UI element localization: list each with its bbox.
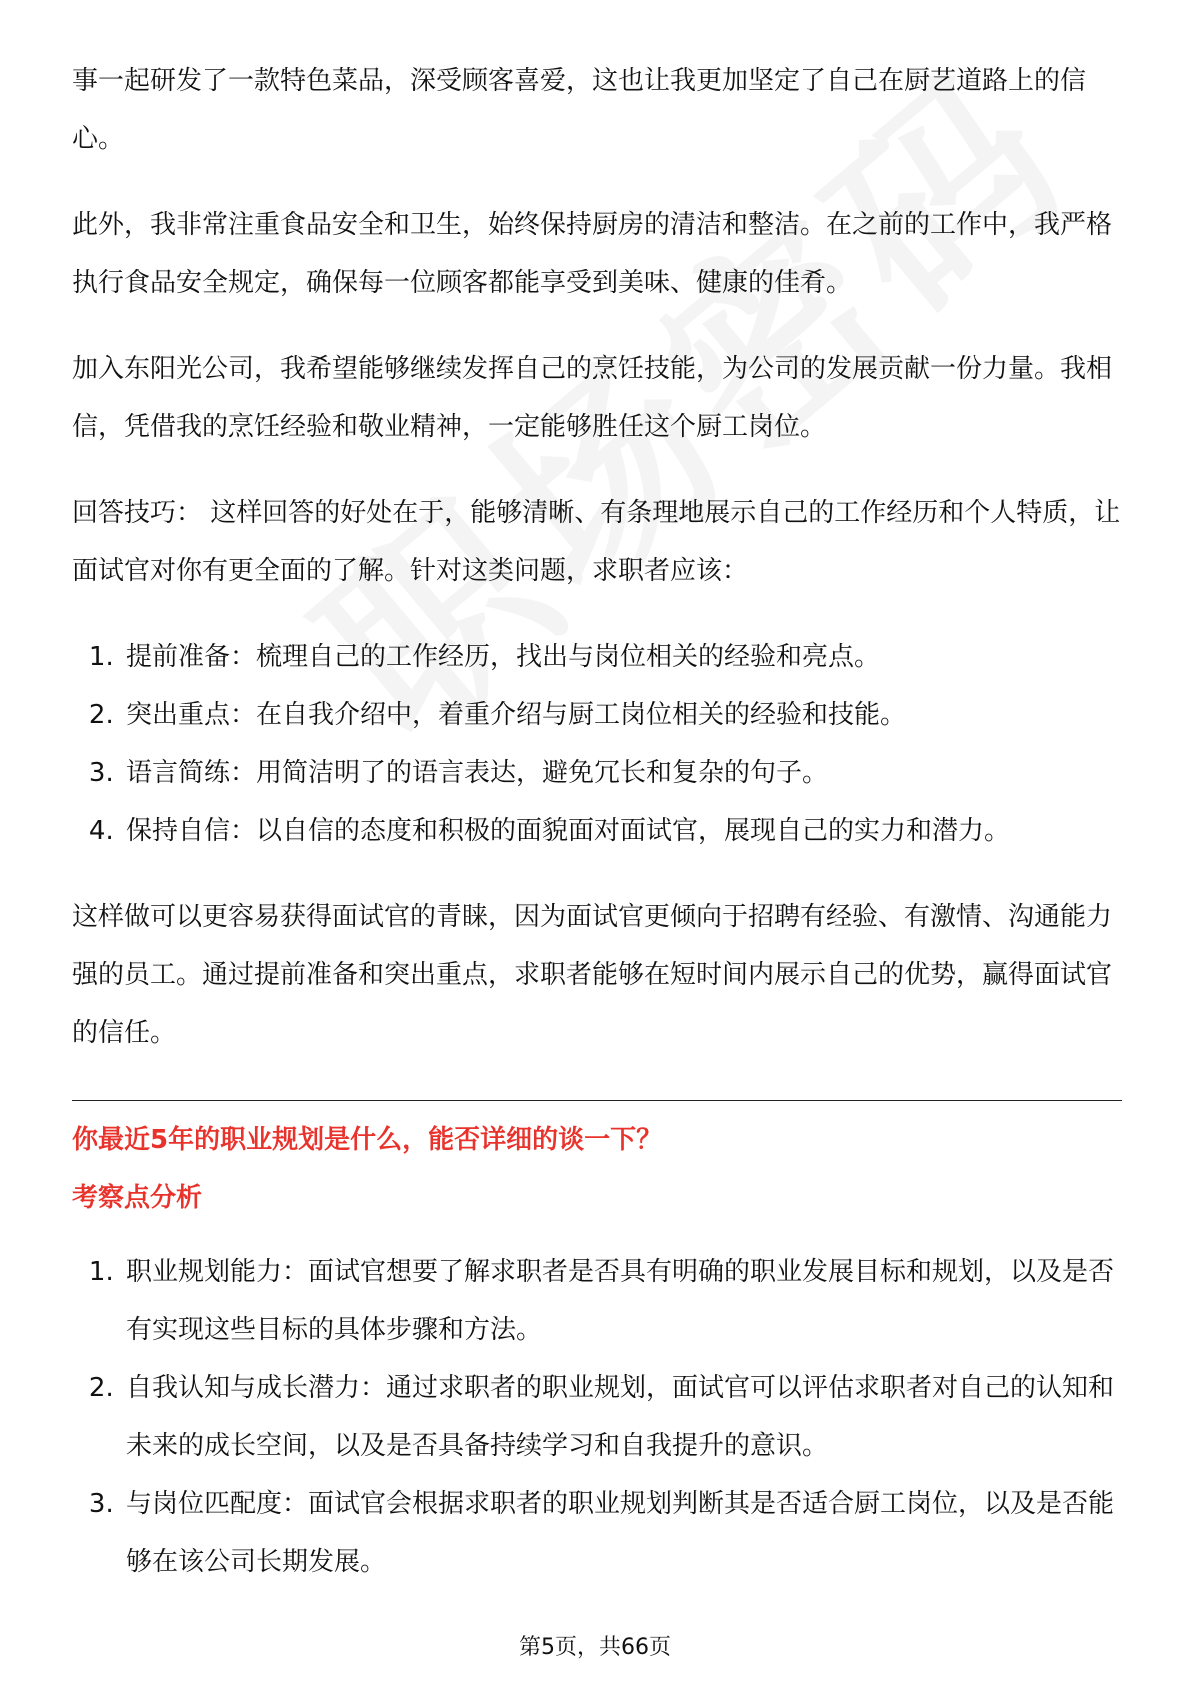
tips-list-item: 2. 突出重点：在自我介绍中，着重介绍与厨工岗位相关的经验和技能。 [122, 686, 1122, 744]
question-title: 你最近5年的职业规划是什么，能否详细的谈一下？ [72, 1125, 663, 1155]
page-footer: 第5页，共66页 [519, 1635, 671, 1660]
analysis-subtitle: 考察点分析 [72, 1183, 203, 1213]
tips-list-item: 4. 保持自信：以自信的态度和积极的面貌面对面试官，展现自己的实力和潜力。 [122, 802, 1122, 860]
paragraph-5: 这样做可以更容易获得面试官的青睐，因为面试官更倾向于招聘有经验、有激情、沟通能力强的员工。通过提前准备和突出重点，求职者能够在短时间内展示自己的优势，赢得面试官的信任。 [72, 902, 1113, 1048]
paragraph-2: 此外，我非常注重食品安全和卫生，始终保持厨房的清洁和整洁。在之前的工作中，我严格执行食品安全规定，确保每一位顾客都能享受到美味、健康的佳肴。 [72, 210, 1113, 298]
analysis-points-list [72, 1243, 1122, 1591]
document-body [72, 52, 1122, 1619]
tips-list-item: 1. 提前准备：梳理自己的工作经历，找出与岗位相关的经验和亮点。 [122, 628, 1122, 686]
tips-list [72, 628, 1122, 860]
analysis-point: 3. 与岗位匹配度：面试官会根据求职者的职业规划判断其是否适合厨工岗位，以及是否能够在该公司长期发展。 [122, 1475, 1122, 1591]
analysis-point: 2. 自我认知与成长潜力：通过求职者的职业规划，面试官可以评估求职者对自己的认知和未来的成长空间，以及是否具备持续学习和自我提升的意识。 [122, 1359, 1122, 1475]
analysis-point: 1. 职业规划能力：面试官想要了解求职者是否具有明确的职业发展目标和规划，以及是否有实现这些目标的具体步骤和方法。 [122, 1243, 1122, 1359]
paragraph-1: 事一起研发了一款特色菜品，深受顾客喜爱，这也让我更加坚定了自己在厨艺道路上的信心。 [72, 66, 1087, 154]
answer-tips-paragraph: 回答技巧： 这样回答的好处在于，能够清晰、有条理地展示自己的工作经历和个人特质，让面试官对你有更全面的了解。针对这类问题，求职者应该： [72, 498, 1121, 586]
tips-list-item: 3. 语言简练：用简洁明了的语言表达，避免冗长和复杂的句子。 [122, 744, 1122, 802]
paragraph-3: 加入东阳光公司，我希望能够继续发挥自己的烹饪技能，为公司的发展贡献一份力量。我相信，凭借我的烹饪经验和敬业精神，一定能够胜任这个厨工岗位。 [72, 354, 1113, 442]
section-divider [72, 1100, 1122, 1101]
